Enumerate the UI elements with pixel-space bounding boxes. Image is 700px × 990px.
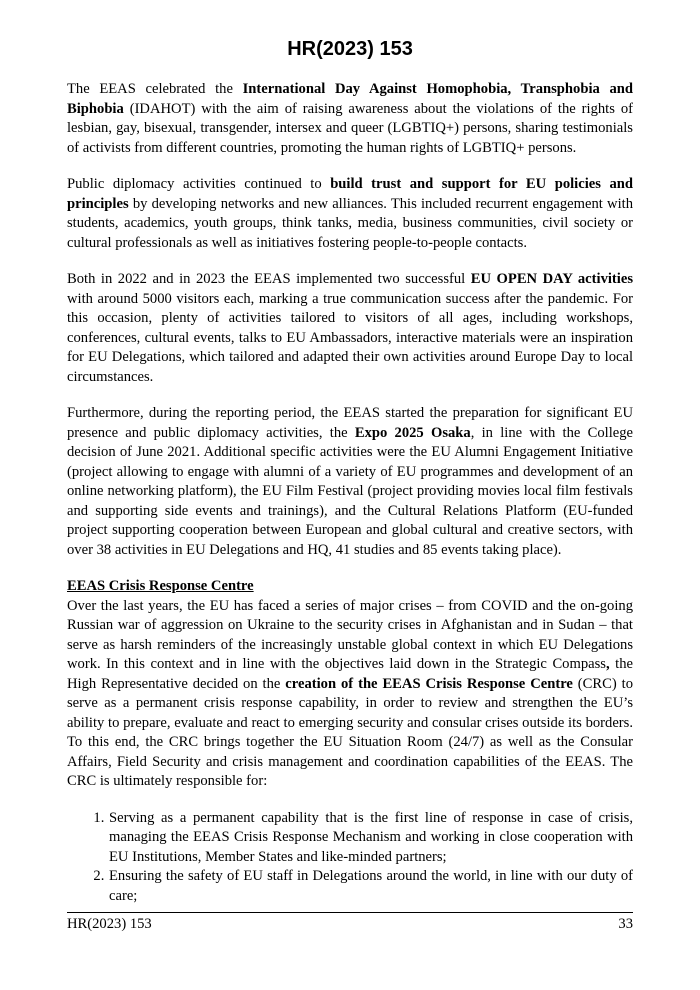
page-title: HR(2023) 153	[287, 38, 413, 60]
list-item: 2. Ensuring the safety of EU staff in Delegations around the world, in line with our duty of care;	[108, 867, 633, 906]
paragraph-expo-osaka: Furthermore, during the reporting period, the EEAS started the preparation for significant EU presence and public diplomacy activities, the Expo 2025 Osaka, in line with the College decision of June 2021. Additional specific activities were the EU Alumni Engagement Initiative (project allowing to engage with alumni of a variety of EU programmes and development of an online networking platform), the EU Film Festival (project providing movies local film festivals and supporting side events and trainings), and the Cultural Relations Platform (EU-funded project supporting cooperation between European and global cultural and creative sectors, with over 38 activities in EU Delegations and HQ, 41 studies and 85 events taking place).	[67, 405, 634, 558]
emphasis-crc-creation: creation of the EEAS Crisis Response Centre	[285, 675, 573, 692]
paragraph-public-diplomacy: Public diplomacy activities continued to build trust and support for EU policies and principles by developing networks and new alliances. This included recurrent engagement with students, academics, youth groups, think tanks, media, business communities, civil society or cultural professionals as well as initiatives fostering people-to-people contacts.	[67, 176, 633, 251]
paragraph-open-day: Both in 2022 and in 2023 the EEAS implemented two successful EU OPEN DAY activities with around 5000 visitors each, marking a true communication success after the pandemic. For this occasion, plenty of activities tailored to visitors of all ages, including workshops, conferences, cultural events, talks to EU Ambassadors, interactive materials were an inspiration for EU Delegations, which tailored and adapted their own activities around Europe Day to local circumstances.	[67, 271, 633, 385]
footer-reference: HR(2023) 153	[67, 916, 152, 932]
section-heading-crisis-response: EEAS Crisis Response Centre	[67, 578, 254, 594]
crc-responsibilities-list	[67, 809, 633, 907]
emphasis-open-day: EU OPEN DAY activities	[470, 271, 633, 287]
page-footer	[67, 912, 633, 933]
emphasis-expo-osaka: Expo 2025 Osaka	[354, 424, 471, 441]
emphasis-trust-support: build trust and support for EU policies and principles	[67, 176, 633, 212]
document-body	[67, 80, 633, 906]
page-number: 33	[618, 916, 633, 932]
list-item: 1. Serving as a permanent capability that is the first line of response in case of crisis, managing the EEAS Crisis Response Mechanism and working in close cooperation with EU Institutions, Member States and like-minded partners;	[108, 809, 633, 868]
paragraph-crisis-response: Over the last years, the EU has faced a series of major crises – from COVID and the on-going Russian war of aggression on Ukraine to the security crises in Afghanistan and in Sudan – that serve as harsh reminders of the increasingly unstable global context in which EU Delegations work. In this context and in line with the objectives laid down in the Strategic Compass, the High Representative decided on the creation of the EEAS Crisis Response Centre (CRC) to serve as a permanent crisis response capability, in order to review and strengthen the EU’s ability to prepare, evaluate and react to emerging security and consular crises outside its borders. To this end, the CRC brings together the EU Situation Room (24/7) as well as the Consular Affairs, Field Security and crisis management and coordination capabilities of the EEAS. The CRC is ultimately responsible for:	[67, 597, 633, 789]
emphasis-idahot: International Day Against Homophobia, Transphobia and Biphobia	[67, 81, 633, 117]
paragraph-idahot: The EEAS celebrated the International Day Against Homophobia, Transphobia and Biphobia (IDAHOT) with the aim of raising awareness about the violations of the rights of lesbian, gay, bisexual, transgender, intersex and queer (LGBTIQ+) persons, sharing testimonials of activists from different countries, promoting the human rights of LGBTIQ+ persons.	[67, 81, 633, 156]
